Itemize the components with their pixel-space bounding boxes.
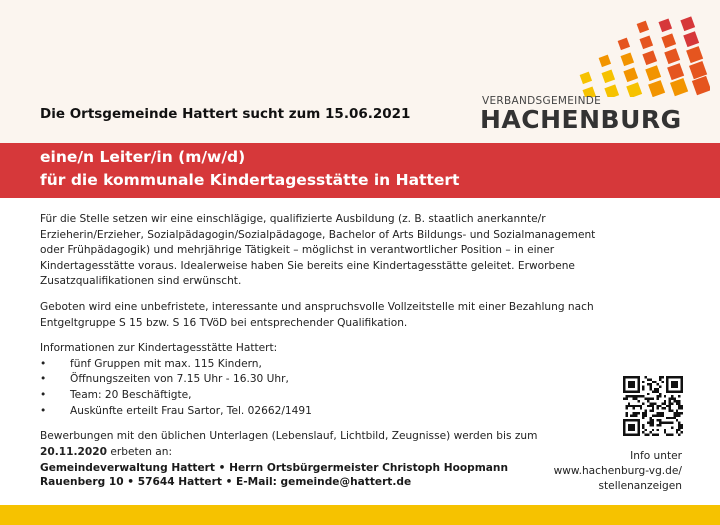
qr-module — [678, 405, 680, 407]
qr-module — [659, 405, 661, 407]
qr-module — [637, 405, 639, 407]
qr-module — [649, 388, 651, 390]
qr-module — [671, 434, 673, 436]
qr-module — [669, 400, 671, 402]
qr-module — [671, 422, 673, 424]
qr-module — [640, 407, 642, 409]
logo-square — [640, 36, 654, 50]
contact-name: Gemeindeverwaltung Hattert • Herrn Ortsbürgermeister Christoph Hoopmann — [40, 462, 509, 474]
qr-module — [661, 376, 663, 378]
qr-module — [654, 381, 656, 383]
logo-square — [670, 78, 688, 96]
qr-module — [623, 390, 640, 392]
qr-module — [669, 402, 671, 404]
qr-module — [630, 395, 632, 397]
careers-url[interactable]: www.hachenburg-vg.de/ — [553, 465, 682, 477]
qr-module — [647, 393, 649, 395]
application-text: Bewerbungen mit den üblichen Unterlagen (Lebenslauf, Lichtbild, Zeugnisse) werden bis zum — [40, 430, 538, 443]
qr-module — [652, 410, 654, 412]
qr-module — [633, 395, 635, 397]
requirements-paragraph: Für die Stelle setzen wir eine einschlägige, qualifizierte Ausbildung (z. B. staatlich anerkannte/r Erzieherin/Erzieher, Sozialpädagogin/Sozialpädagoge, Bachelor of Arts Bildungs- und Sozialmanagement oder Frühpädagogik) und mehrjährige Tätigkeit – möglichst in verantwortlicher Position – in einer Kindertagesstätte voraus. Idealerweise haben Sie bereits eine Kindertagesstätte geleitet. Erworbene Zusatzqualifikationen sind erwünscht. — [40, 213, 596, 288]
qr-module — [673, 417, 675, 419]
info-label: Info unter — [630, 450, 682, 462]
qr-module — [633, 414, 635, 416]
qr-module — [649, 386, 651, 388]
qr-module — [652, 398, 654, 400]
qr-module — [671, 410, 673, 412]
qr-module — [625, 412, 627, 414]
qr-module — [652, 405, 654, 407]
qr-module — [676, 412, 678, 414]
logo-square — [683, 31, 699, 47]
qr-module — [623, 398, 625, 400]
qr-module — [671, 395, 673, 397]
qr-module — [640, 395, 642, 397]
qr-module — [666, 434, 668, 436]
logo-square — [667, 63, 684, 80]
qr-module — [657, 405, 659, 407]
qr-module — [671, 402, 673, 404]
logo-square — [626, 82, 642, 97]
qr-module — [642, 412, 644, 414]
qr-module — [645, 410, 647, 412]
qr-module — [681, 426, 683, 428]
qr-module — [659, 412, 661, 414]
info-heading: Informationen zur Kindertagesstätte Hattert: — [40, 342, 278, 355]
qr-module — [628, 402, 630, 404]
qr-module — [635, 414, 637, 416]
qr-module — [657, 383, 659, 385]
logo-square — [618, 38, 630, 50]
qr-module — [669, 407, 671, 409]
qr-module — [661, 422, 663, 424]
qr-module — [649, 378, 651, 380]
qr-module — [642, 395, 644, 397]
qr-module — [637, 395, 639, 397]
qr-module — [664, 429, 666, 431]
contact-address[interactable]: Rauenberg 10 • 57644 Hattert • E-Mail: gemeinde@hattert.de — [40, 476, 412, 488]
qr-module — [625, 405, 627, 407]
qr-module — [652, 429, 654, 431]
qr-module — [659, 419, 661, 421]
logo-square — [659, 19, 673, 33]
qr-module — [649, 424, 651, 426]
logo-square — [637, 21, 649, 33]
qr-module — [642, 424, 644, 426]
qr-module — [647, 383, 649, 385]
application-suffix: erbeten an: — [110, 445, 173, 458]
qr-module — [649, 402, 651, 404]
qr-module — [652, 434, 654, 436]
qr-module — [642, 381, 644, 383]
logo-org-small: VERBANDSGEMEINDE — [482, 95, 602, 107]
qr-module — [637, 400, 639, 402]
qr-module — [623, 376, 640, 378]
qr-module — [657, 388, 659, 390]
qr-module — [652, 414, 654, 416]
qr-module — [664, 395, 666, 397]
logo-square — [604, 84, 619, 97]
hachenburg-logo — [478, 12, 710, 132]
qr-module — [664, 402, 666, 404]
qr-module — [637, 412, 639, 414]
qr-module — [657, 398, 659, 400]
list-item: • Team: 20 Beschäftigte, — [40, 388, 600, 404]
qr-module — [676, 414, 678, 416]
qr-module — [666, 390, 683, 392]
qr-module — [678, 426, 680, 428]
qr-module — [649, 398, 651, 400]
qr-module — [659, 393, 661, 395]
logo-square — [599, 55, 611, 67]
job-description — [40, 212, 600, 470]
list-item: • fünf Gruppen mit max. 115 Kindern, — [40, 357, 600, 373]
qr-module — [673, 398, 675, 400]
qr-module — [671, 426, 673, 428]
qr-module — [659, 422, 661, 424]
qr-module — [628, 395, 630, 397]
qr-module — [625, 395, 627, 397]
qr-module — [649, 405, 651, 407]
qr-module — [649, 422, 651, 424]
qr-module — [642, 426, 644, 428]
qr-module — [635, 398, 637, 400]
qr-module — [671, 398, 673, 400]
qr-module — [659, 386, 661, 388]
qr-module — [633, 412, 635, 414]
logo-square — [686, 46, 703, 63]
qr-module — [635, 412, 637, 414]
qr-module — [659, 424, 661, 426]
qr-module — [623, 419, 640, 421]
qr-module — [664, 400, 666, 402]
application-paragraph — [40, 429, 600, 460]
qr-module — [678, 429, 680, 431]
qr-module — [676, 410, 678, 412]
qr-module — [647, 398, 649, 400]
logo-square — [602, 70, 616, 84]
logo-square — [623, 67, 638, 82]
info-list — [40, 357, 600, 419]
qr-module — [652, 381, 654, 383]
qr-module — [652, 419, 654, 421]
qr-module — [673, 414, 675, 416]
qr-module — [659, 378, 661, 380]
qr-module — [678, 395, 680, 397]
qr-module — [678, 412, 680, 414]
qr-module — [652, 422, 654, 424]
qr-module — [657, 434, 659, 436]
qr-module — [657, 414, 659, 416]
qr-module — [673, 412, 675, 414]
qr-module — [623, 376, 625, 393]
qr-module — [664, 431, 666, 433]
qr-module — [659, 414, 661, 416]
qr-module — [673, 400, 675, 402]
offer-paragraph: Geboten wird eine unbefristete, interessante und anspruchsvolle Vollzeitstelle mit einer Bezahlung nach Entgeltgruppe S 15 bzw. S 16 TVöD bei entsprechender Qualifikation. — [40, 300, 594, 329]
logo-square — [680, 16, 695, 31]
logo-square — [664, 48, 680, 64]
careers-url-path[interactable]: stellenanzeigen — [598, 480, 682, 492]
qr-module — [681, 412, 683, 414]
qr-module — [640, 405, 642, 407]
qr-module — [645, 412, 647, 414]
qr-module — [647, 434, 649, 436]
qr-module — [649, 383, 651, 385]
qr-module — [652, 424, 654, 426]
qr-module — [678, 434, 680, 436]
qr-code-icon[interactable] — [623, 376, 683, 436]
job-title: eine/n Leiter/in (m/w/d) — [40, 148, 246, 166]
title-banner — [0, 143, 720, 198]
qr-module — [678, 407, 680, 409]
qr-module — [681, 431, 683, 433]
qr-module — [681, 376, 683, 393]
logo-squares-icon — [560, 12, 710, 97]
qr-module — [628, 424, 635, 431]
qr-module — [678, 402, 680, 404]
logo-square — [661, 33, 676, 48]
qr-module — [649, 410, 651, 412]
qr-module — [649, 417, 651, 419]
qr-module — [623, 419, 625, 436]
qr-module — [678, 422, 680, 424]
logo-square — [642, 50, 657, 65]
application-deadline: 20.11.2020 — [40, 445, 108, 458]
qr-module — [647, 400, 649, 402]
qr-module — [652, 402, 654, 404]
qr-module — [664, 407, 666, 409]
qr-module — [669, 417, 671, 419]
logo-square — [580, 72, 592, 84]
info-link-block — [554, 449, 682, 494]
qr-module — [635, 405, 637, 407]
qr-module — [676, 400, 678, 402]
qr-module — [628, 381, 635, 388]
qr-module — [645, 376, 647, 378]
qr-module — [666, 376, 668, 393]
qr-module — [657, 395, 659, 397]
qr-module — [657, 407, 659, 409]
qr-module — [647, 405, 649, 407]
qr-module — [681, 407, 683, 409]
qr-module — [633, 405, 635, 407]
qr-module — [657, 412, 659, 414]
qr-module — [669, 434, 671, 436]
qr-module — [661, 412, 663, 414]
logo-square — [645, 65, 661, 81]
qr-module — [666, 422, 668, 424]
qr-module — [625, 414, 627, 416]
qr-module — [642, 431, 644, 433]
qr-module — [630, 405, 632, 407]
qr-module — [659, 376, 661, 378]
qr-module — [678, 424, 680, 426]
qr-module — [642, 414, 644, 416]
qr-module — [633, 407, 635, 409]
qr-module — [625, 407, 627, 409]
list-item: • Auskünfte erteilt Frau Sartor, Tel. 02662/1491 — [40, 404, 600, 420]
footer-bar — [0, 505, 720, 525]
qr-module — [642, 388, 644, 390]
qr-module — [645, 429, 647, 431]
contact-block — [40, 461, 560, 489]
logo-square — [621, 53, 635, 67]
logo-square — [648, 80, 665, 97]
qr-module — [642, 417, 644, 419]
qr-module — [633, 398, 635, 400]
qr-module — [657, 419, 659, 421]
qr-module — [647, 378, 649, 380]
qr-module — [661, 381, 663, 383]
qr-module — [657, 424, 659, 426]
qr-module — [676, 402, 678, 404]
qr-module — [654, 402, 656, 404]
qr-module — [661, 407, 663, 409]
list-item: • Öffnungszeiten von 7.15 Uhr - 16.30 Uhr, — [40, 372, 600, 388]
qr-module — [666, 417, 668, 419]
qr-module — [666, 405, 668, 407]
qr-module — [657, 390, 659, 392]
qr-module — [669, 398, 671, 400]
qr-module — [642, 402, 644, 404]
qr-module — [676, 419, 678, 421]
logo-org-large: HACHENBURG — [480, 105, 682, 134]
qr-module — [669, 405, 671, 407]
qr-module — [657, 429, 659, 431]
qr-module — [669, 410, 671, 412]
qr-module — [678, 414, 680, 416]
qr-module — [671, 381, 678, 388]
qr-module — [661, 414, 663, 416]
qr-module — [645, 434, 647, 436]
qr-module — [642, 386, 644, 388]
qr-module — [681, 424, 683, 426]
qr-module — [637, 419, 639, 436]
qr-module — [676, 431, 678, 433]
qr-module — [671, 417, 673, 419]
qr-module — [649, 419, 651, 421]
intro-heading: Die Ortsgemeinde Hattert sucht zum 15.06.2021 — [40, 106, 411, 122]
qr-module — [645, 414, 647, 416]
qr-module — [654, 390, 656, 392]
job-location: für die kommunale Kindertagesstätte in Hattert — [40, 171, 460, 189]
qr-module — [666, 376, 683, 378]
qr-module — [678, 400, 680, 402]
qr-module — [664, 422, 666, 424]
qr-module — [659, 395, 661, 397]
qr-module — [628, 405, 630, 407]
qr-module — [654, 388, 656, 390]
qr-module — [654, 414, 656, 416]
qr-module — [676, 429, 678, 431]
qr-module — [649, 431, 651, 433]
qr-module — [645, 398, 647, 400]
qr-module — [623, 434, 640, 436]
qr-module — [652, 390, 654, 392]
qr-module — [630, 414, 632, 416]
qr-module — [625, 398, 627, 400]
qr-module — [661, 402, 663, 404]
qr-module — [669, 422, 671, 424]
qr-module — [681, 405, 683, 407]
qr-module — [635, 395, 637, 397]
qr-module — [654, 434, 656, 436]
qr-module — [647, 422, 649, 424]
qr-module — [637, 376, 639, 393]
qr-module — [652, 407, 654, 409]
